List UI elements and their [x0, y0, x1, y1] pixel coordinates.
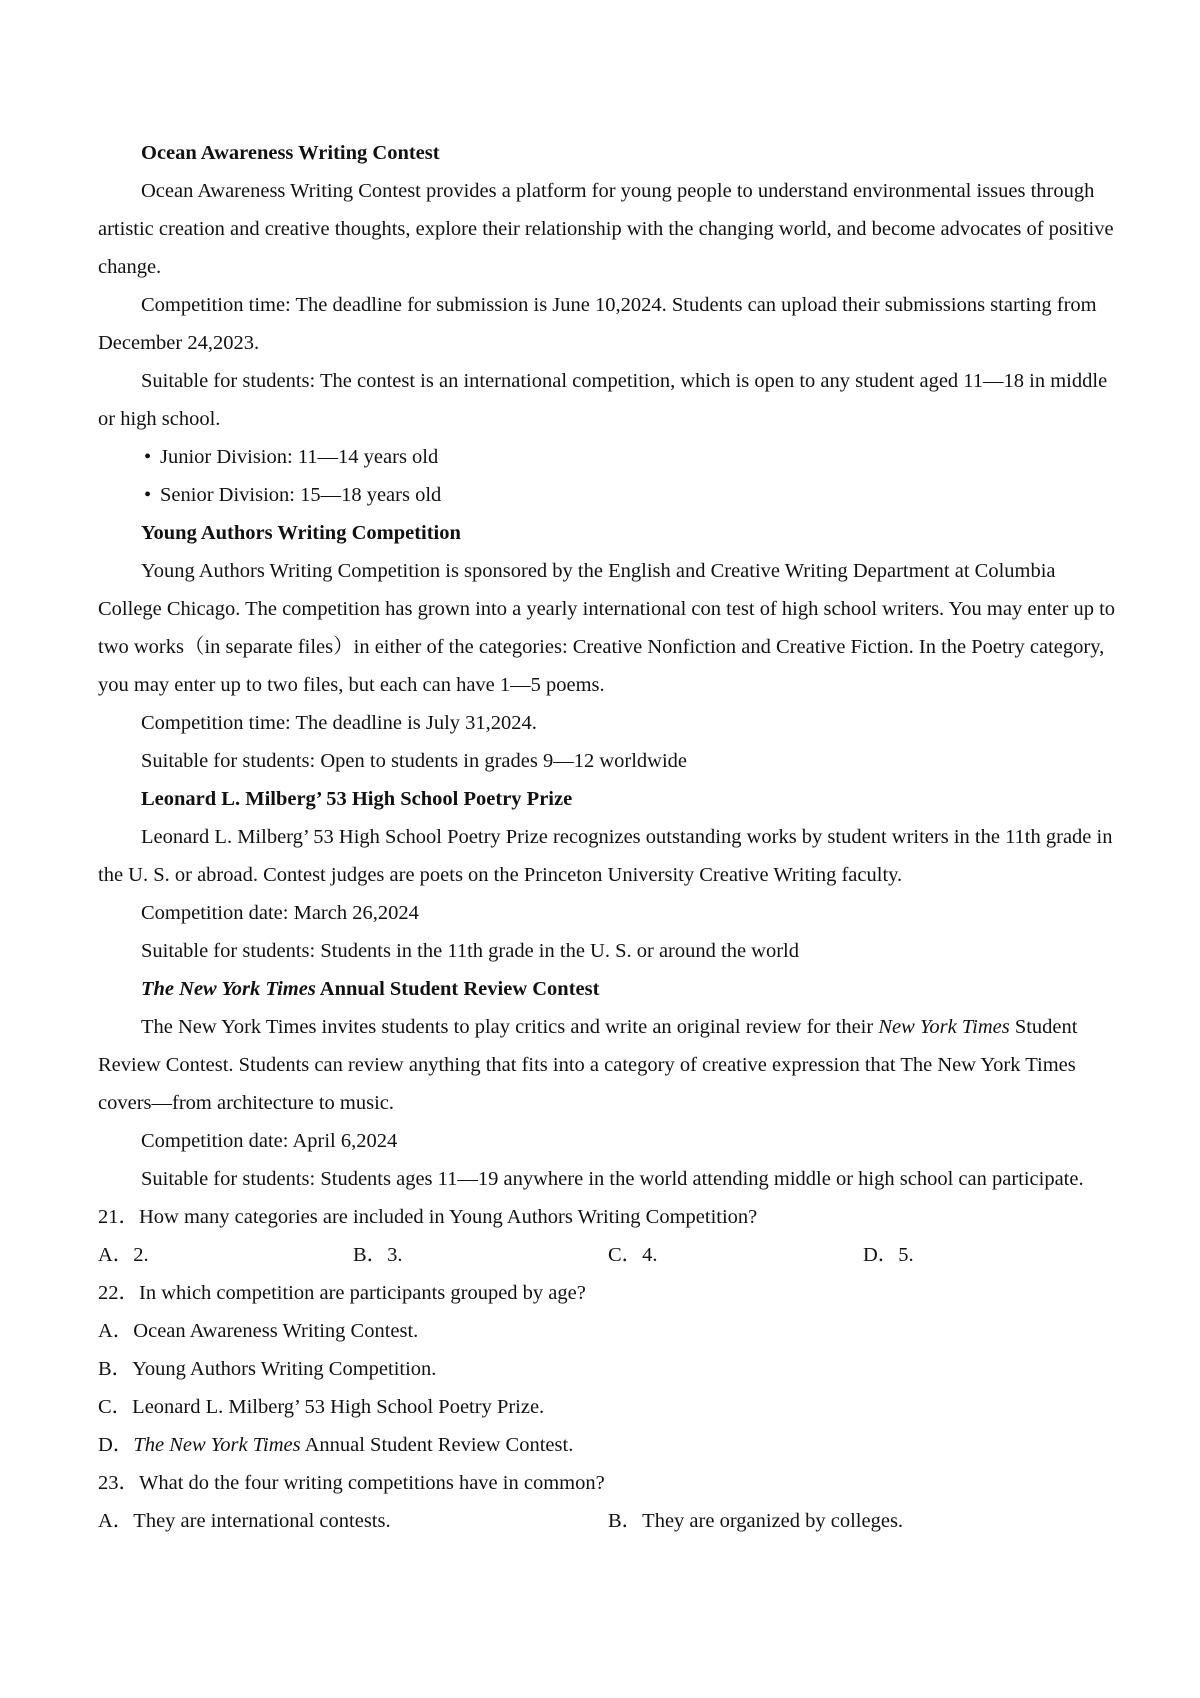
section-title-young-authors: Young Authors Writing Competition: [141, 522, 461, 544]
nyt-time: Competition date: April 6,2024: [141, 1130, 398, 1152]
nyt-intro-b: Student Review Contest. Students can review anything that fits into a category of creative expression that The New York Times covers—from architecture to music.: [98, 1016, 1078, 1114]
option-d-rest: Annual Student Review Contest.: [300, 1434, 574, 1456]
ocean-intro: Ocean Awareness Writing Contest provides a platform for young people to understand environmental issues through artistic creation and creative thoughts, explore their relationship with the changing world, and become advocates of positive change.: [98, 180, 1114, 278]
ocean-time: Competition time: The deadline for submission is June 10,2024. Students can upload their submissions starting from December 24,2023.: [98, 294, 1097, 354]
option-c: C．4.: [608, 1244, 658, 1266]
nyt-intro: [98, 1008, 1118, 1122]
division-label: Junior Division: 11—14 years old: [160, 446, 439, 468]
option-a: A．2.: [98, 1244, 149, 1266]
section-title-milberg: Leonard L. Milberg’ 53 High School Poetry Prize: [141, 788, 573, 810]
nyt-intro-a: The New York Times invites students to play critics and write an original review for their: [141, 1016, 879, 1038]
section-title-ocean: Ocean Awareness Writing Contest: [141, 142, 440, 164]
option-a: A．Ocean Awareness Writing Contest.: [98, 1320, 419, 1342]
option-d: D．5.: [863, 1244, 914, 1266]
bullet-icon: •: [144, 446, 152, 468]
option-d-prefix: D．: [98, 1434, 134, 1456]
question-23-stem: 23．What do the four writing competitions have in common?: [98, 1472, 605, 1494]
milberg-time: Competition date: March 26,2024: [141, 902, 419, 924]
question-21-options: [98, 1236, 1118, 1274]
option-c: C．Leonard L. Milberg’ 53 High School Poetry Prize.: [98, 1396, 545, 1418]
milberg-intro: Leonard L. Milberg’ 53 High School Poetry Prize recognizes outstanding works by student writers in the 11th grade in the U. S. or abroad. Contest judges are poets on the Princeton University Creative Writing faculty.: [98, 826, 1113, 886]
document-page: [98, 134, 1118, 1540]
question-22-stem: 22．In which competition are participants grouped by age?: [98, 1282, 586, 1304]
young-authors-intro: Young Authors Writing Competition is sponsored by the English and Creative Writing Department at Columbia College Chicago. The competition has grown into a yearly international con test of high school writers. You may enter up to two works（in separate files）in either of the categories: Creative Nonfiction and Creative Fiction. In the Poetry category, you may enter up to two files, but each can have 1—5 poems.: [98, 560, 1116, 696]
option-a: A．They are international contests.: [98, 1510, 391, 1532]
young-authors-time: Competition time: The deadline is July 31,2024.: [141, 712, 537, 734]
option-b: B．Young Authors Writing Competition.: [98, 1358, 437, 1380]
division-item-senior: [98, 476, 1118, 514]
nyt-title-rest: Annual Student Review Contest: [315, 978, 600, 1000]
option-d-italic: The New York Times: [133, 1434, 301, 1456]
option-b: B．3.: [353, 1244, 403, 1266]
option-d: [98, 1426, 1118, 1464]
nyt-suitable: Suitable for students: Students ages 11—19 anywhere in the world attending middle or high school can participate.: [141, 1168, 1084, 1190]
bullet-icon: •: [144, 484, 152, 506]
section-title-nyt: [98, 970, 1118, 1008]
option-b: B．They are organized by colleges.: [608, 1510, 904, 1532]
nyt-title-italic: The New York Times: [141, 978, 316, 1000]
question-21-stem: 21．How many categories are included in Young Authors Writing Competition?: [98, 1206, 758, 1228]
ocean-suitable: Suitable for students: The contest is an international competition, which is open to any student aged 11—18 in middle or high school.: [98, 370, 1108, 430]
division-item-junior: [98, 438, 1118, 476]
nyt-intro-italic: New York Times: [878, 1016, 1010, 1038]
young-authors-suitable: Suitable for students: Open to students in grades 9—12 worldwide: [141, 750, 688, 772]
milberg-suitable: Suitable for students: Students in the 11th grade in the U. S. or around the world: [141, 940, 799, 962]
question-23-options: [98, 1502, 1118, 1540]
division-label: Senior Division: 15—18 years old: [160, 484, 442, 506]
